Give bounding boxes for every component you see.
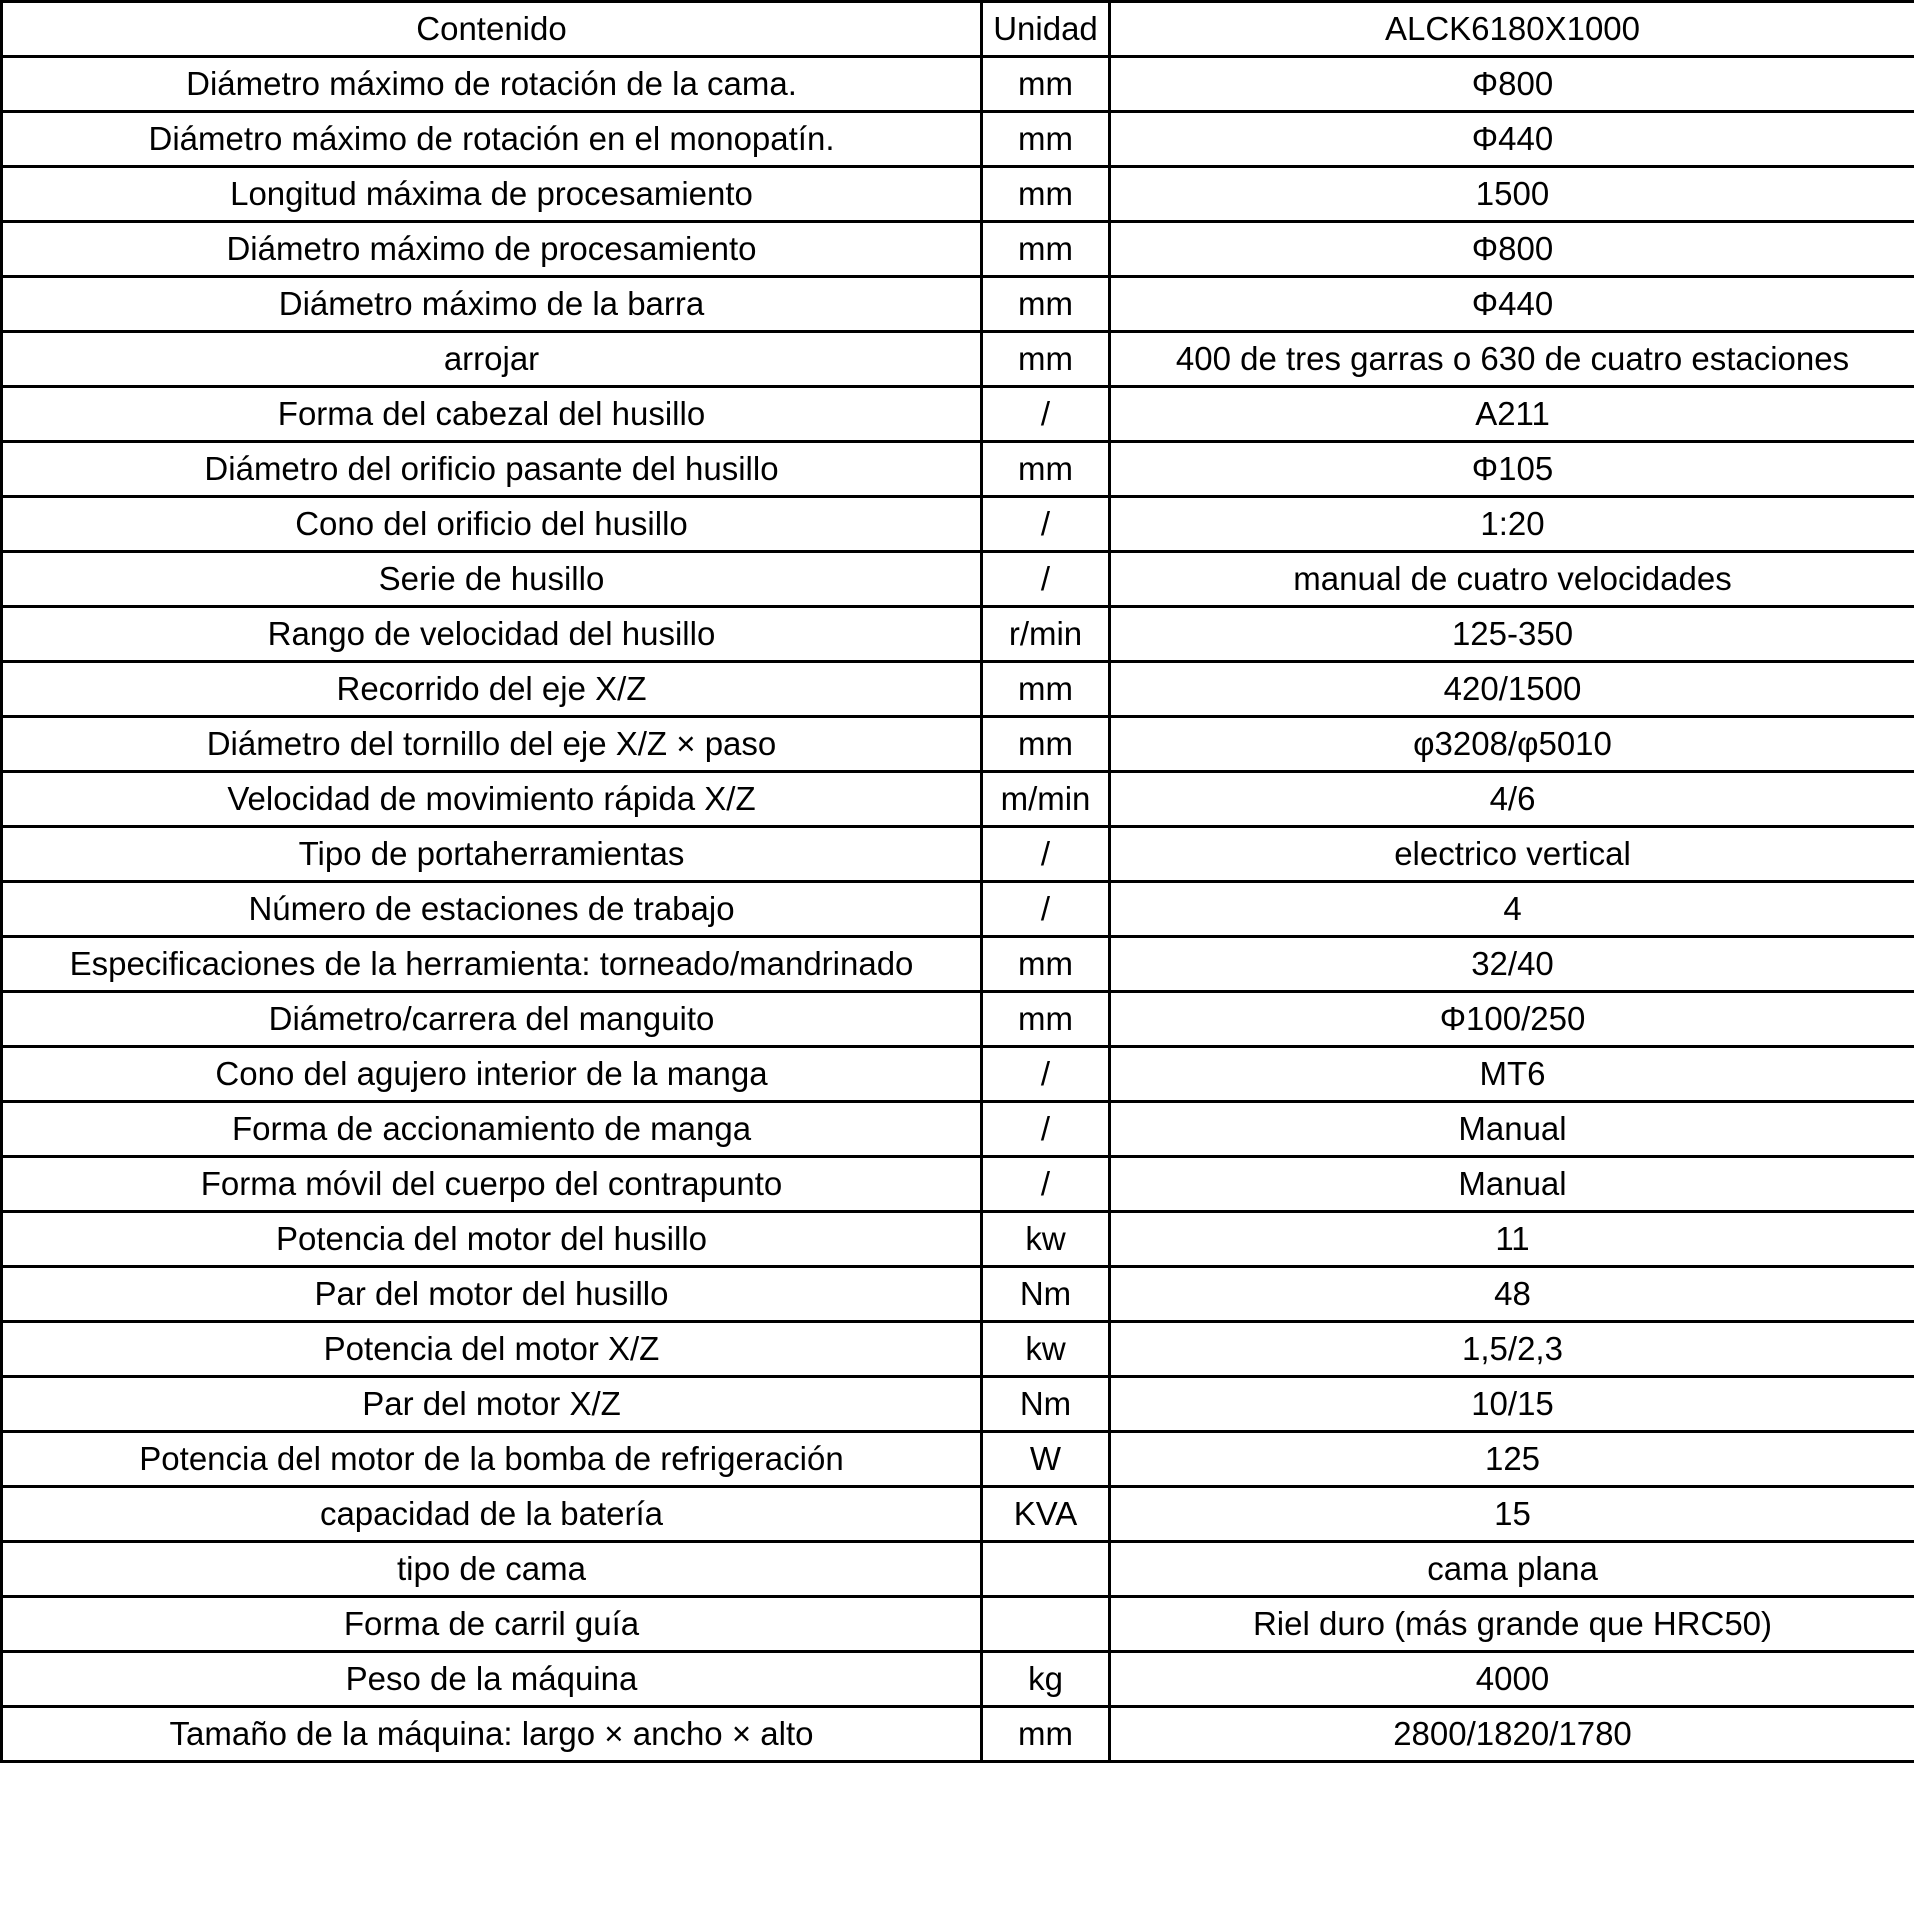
row-unit: / (982, 1047, 1110, 1102)
row-value: 4 (1110, 882, 1914, 937)
table-row (2, 442, 1914, 497)
row-content: arrojar (2, 332, 982, 387)
row-unit: mm (982, 222, 1110, 277)
row-value: 15 (1110, 1487, 1914, 1542)
row-unit: mm (982, 1707, 1110, 1762)
row-content: Potencia del motor del husillo (2, 1212, 982, 1267)
row-value: MT6 (1110, 1047, 1914, 1102)
row-value: Φ800 (1110, 57, 1914, 112)
row-value: Manual (1110, 1157, 1914, 1212)
row-value: 48 (1110, 1267, 1914, 1322)
row-content: Recorrido del eje X/Z (2, 662, 982, 717)
table-row (2, 992, 1914, 1047)
row-unit: mm (982, 717, 1110, 772)
row-content: Par del motor del husillo (2, 1267, 982, 1322)
row-unit: mm (982, 112, 1110, 167)
row-unit: / (982, 882, 1110, 937)
table-row (2, 332, 1914, 387)
table-row (2, 1212, 1914, 1267)
row-content: Diámetro máximo de rotación en el monopatín. (2, 112, 982, 167)
row-unit: kw (982, 1212, 1110, 1267)
table-row (2, 1597, 1914, 1652)
row-content: Especificaciones de la herramienta: torneado/mandrinado (2, 937, 982, 992)
row-value: 10/15 (1110, 1377, 1914, 1432)
row-content: Serie de husillo (2, 552, 982, 607)
row-content: Peso de la máquina (2, 1652, 982, 1707)
row-unit (982, 1542, 1110, 1597)
row-content: capacidad de la batería (2, 1487, 982, 1542)
row-content: Rango de velocidad del husillo (2, 607, 982, 662)
row-content: Potencia del motor X/Z (2, 1322, 982, 1377)
row-unit: mm (982, 937, 1110, 992)
row-content: Potencia del motor de la bomba de refrigeración (2, 1432, 982, 1487)
table-row (2, 1487, 1914, 1542)
row-unit: KVA (982, 1487, 1110, 1542)
row-content: Diámetro del tornillo del eje X/Z × paso (2, 717, 982, 772)
table-row (2, 222, 1914, 277)
row-value: electrico vertical (1110, 827, 1914, 882)
table-row (2, 387, 1914, 442)
row-value: 32/40 (1110, 937, 1914, 992)
row-value: 1:20 (1110, 497, 1914, 552)
table-row (2, 497, 1914, 552)
row-unit: mm (982, 167, 1110, 222)
header-value: ALCK6180X1000 (1110, 2, 1914, 57)
row-unit: kw (982, 1322, 1110, 1377)
row-unit: / (982, 497, 1110, 552)
row-value: 4/6 (1110, 772, 1914, 827)
table-row (2, 1542, 1914, 1597)
row-unit: / (982, 1102, 1110, 1157)
row-content: Tamaño de la máquina: largo × ancho × alto (2, 1707, 982, 1762)
table-row (2, 112, 1914, 167)
table-row (2, 607, 1914, 662)
row-unit: mm (982, 662, 1110, 717)
row-content: Diámetro máximo de procesamiento (2, 222, 982, 277)
row-unit: / (982, 387, 1110, 442)
table-header-row (2, 2, 1914, 57)
row-value: manual de cuatro velocidades (1110, 552, 1914, 607)
table-row (2, 277, 1914, 332)
row-value: Φ440 (1110, 112, 1914, 167)
row-unit: / (982, 552, 1110, 607)
table-row (2, 717, 1914, 772)
table-row (2, 772, 1914, 827)
row-value: 1500 (1110, 167, 1914, 222)
row-value: 1,5/2,3 (1110, 1322, 1914, 1377)
table-row (2, 882, 1914, 937)
row-unit: / (982, 827, 1110, 882)
row-unit: Nm (982, 1377, 1110, 1432)
table-row (2, 827, 1914, 882)
row-content: Longitud máxima de procesamiento (2, 167, 982, 222)
row-content: Diámetro máximo de rotación de la cama. (2, 57, 982, 112)
header-unit: Unidad (982, 2, 1110, 57)
row-content: Forma móvil del cuerpo del contrapunto (2, 1157, 982, 1212)
row-content: Diámetro máximo de la barra (2, 277, 982, 332)
row-value: Φ440 (1110, 277, 1914, 332)
row-content: Forma de carril guía (2, 1597, 982, 1652)
header-content: Contenido (2, 2, 982, 57)
row-value: φ3208/φ5010 (1110, 717, 1914, 772)
row-value: Riel duro (más grande que HRC50) (1110, 1597, 1914, 1652)
row-value: 11 (1110, 1212, 1914, 1267)
row-value: 125 (1110, 1432, 1914, 1487)
row-value: A211 (1110, 387, 1914, 442)
row-unit: kg (982, 1652, 1110, 1707)
table-row (2, 1102, 1914, 1157)
row-value: 4000 (1110, 1652, 1914, 1707)
table-row (2, 57, 1914, 112)
table-row (2, 1322, 1914, 1377)
table-row (2, 552, 1914, 607)
row-unit: mm (982, 992, 1110, 1047)
row-unit: m/min (982, 772, 1110, 827)
row-unit: / (982, 1157, 1110, 1212)
row-unit: W (982, 1432, 1110, 1487)
row-content: tipo de cama (2, 1542, 982, 1597)
row-unit: r/min (982, 607, 1110, 662)
table-row (2, 167, 1914, 222)
table-row (2, 1377, 1914, 1432)
row-value: 400 de tres garras o 630 de cuatro estaciones (1110, 332, 1914, 387)
row-value: Φ105 (1110, 442, 1914, 497)
row-unit: mm (982, 57, 1110, 112)
row-content: Cono del agujero interior de la manga (2, 1047, 982, 1102)
table-row (2, 1047, 1914, 1102)
table-row (2, 1707, 1914, 1762)
row-value: Φ100/250 (1110, 992, 1914, 1047)
row-value: Manual (1110, 1102, 1914, 1157)
row-unit: Nm (982, 1267, 1110, 1322)
row-content: Forma de accionamiento de manga (2, 1102, 982, 1157)
row-content: Diámetro del orificio pasante del husillo (2, 442, 982, 497)
row-unit (982, 1597, 1110, 1652)
table-row (2, 662, 1914, 717)
row-content: Cono del orificio del husillo (2, 497, 982, 552)
row-content: Velocidad de movimiento rápida X/Z (2, 772, 982, 827)
row-value: 2800/1820/1780 (1110, 1707, 1914, 1762)
row-content: Diámetro/carrera del manguito (2, 992, 982, 1047)
table-row (2, 1432, 1914, 1487)
row-content: Forma del cabezal del husillo (2, 387, 982, 442)
table-row (2, 1157, 1914, 1212)
table-row (2, 1267, 1914, 1322)
table-row (2, 1652, 1914, 1707)
row-unit: mm (982, 442, 1110, 497)
row-content: Par del motor X/Z (2, 1377, 982, 1432)
table-row (2, 937, 1914, 992)
row-content: Tipo de portaherramientas (2, 827, 982, 882)
row-value: Φ800 (1110, 222, 1914, 277)
row-value: cama plana (1110, 1542, 1914, 1597)
row-unit: mm (982, 332, 1110, 387)
row-content: Número de estaciones de trabajo (2, 882, 982, 937)
row-value: 420/1500 (1110, 662, 1914, 717)
table-body (2, 2, 1914, 1762)
row-value: 125-350 (1110, 607, 1914, 662)
row-unit: mm (982, 277, 1110, 332)
